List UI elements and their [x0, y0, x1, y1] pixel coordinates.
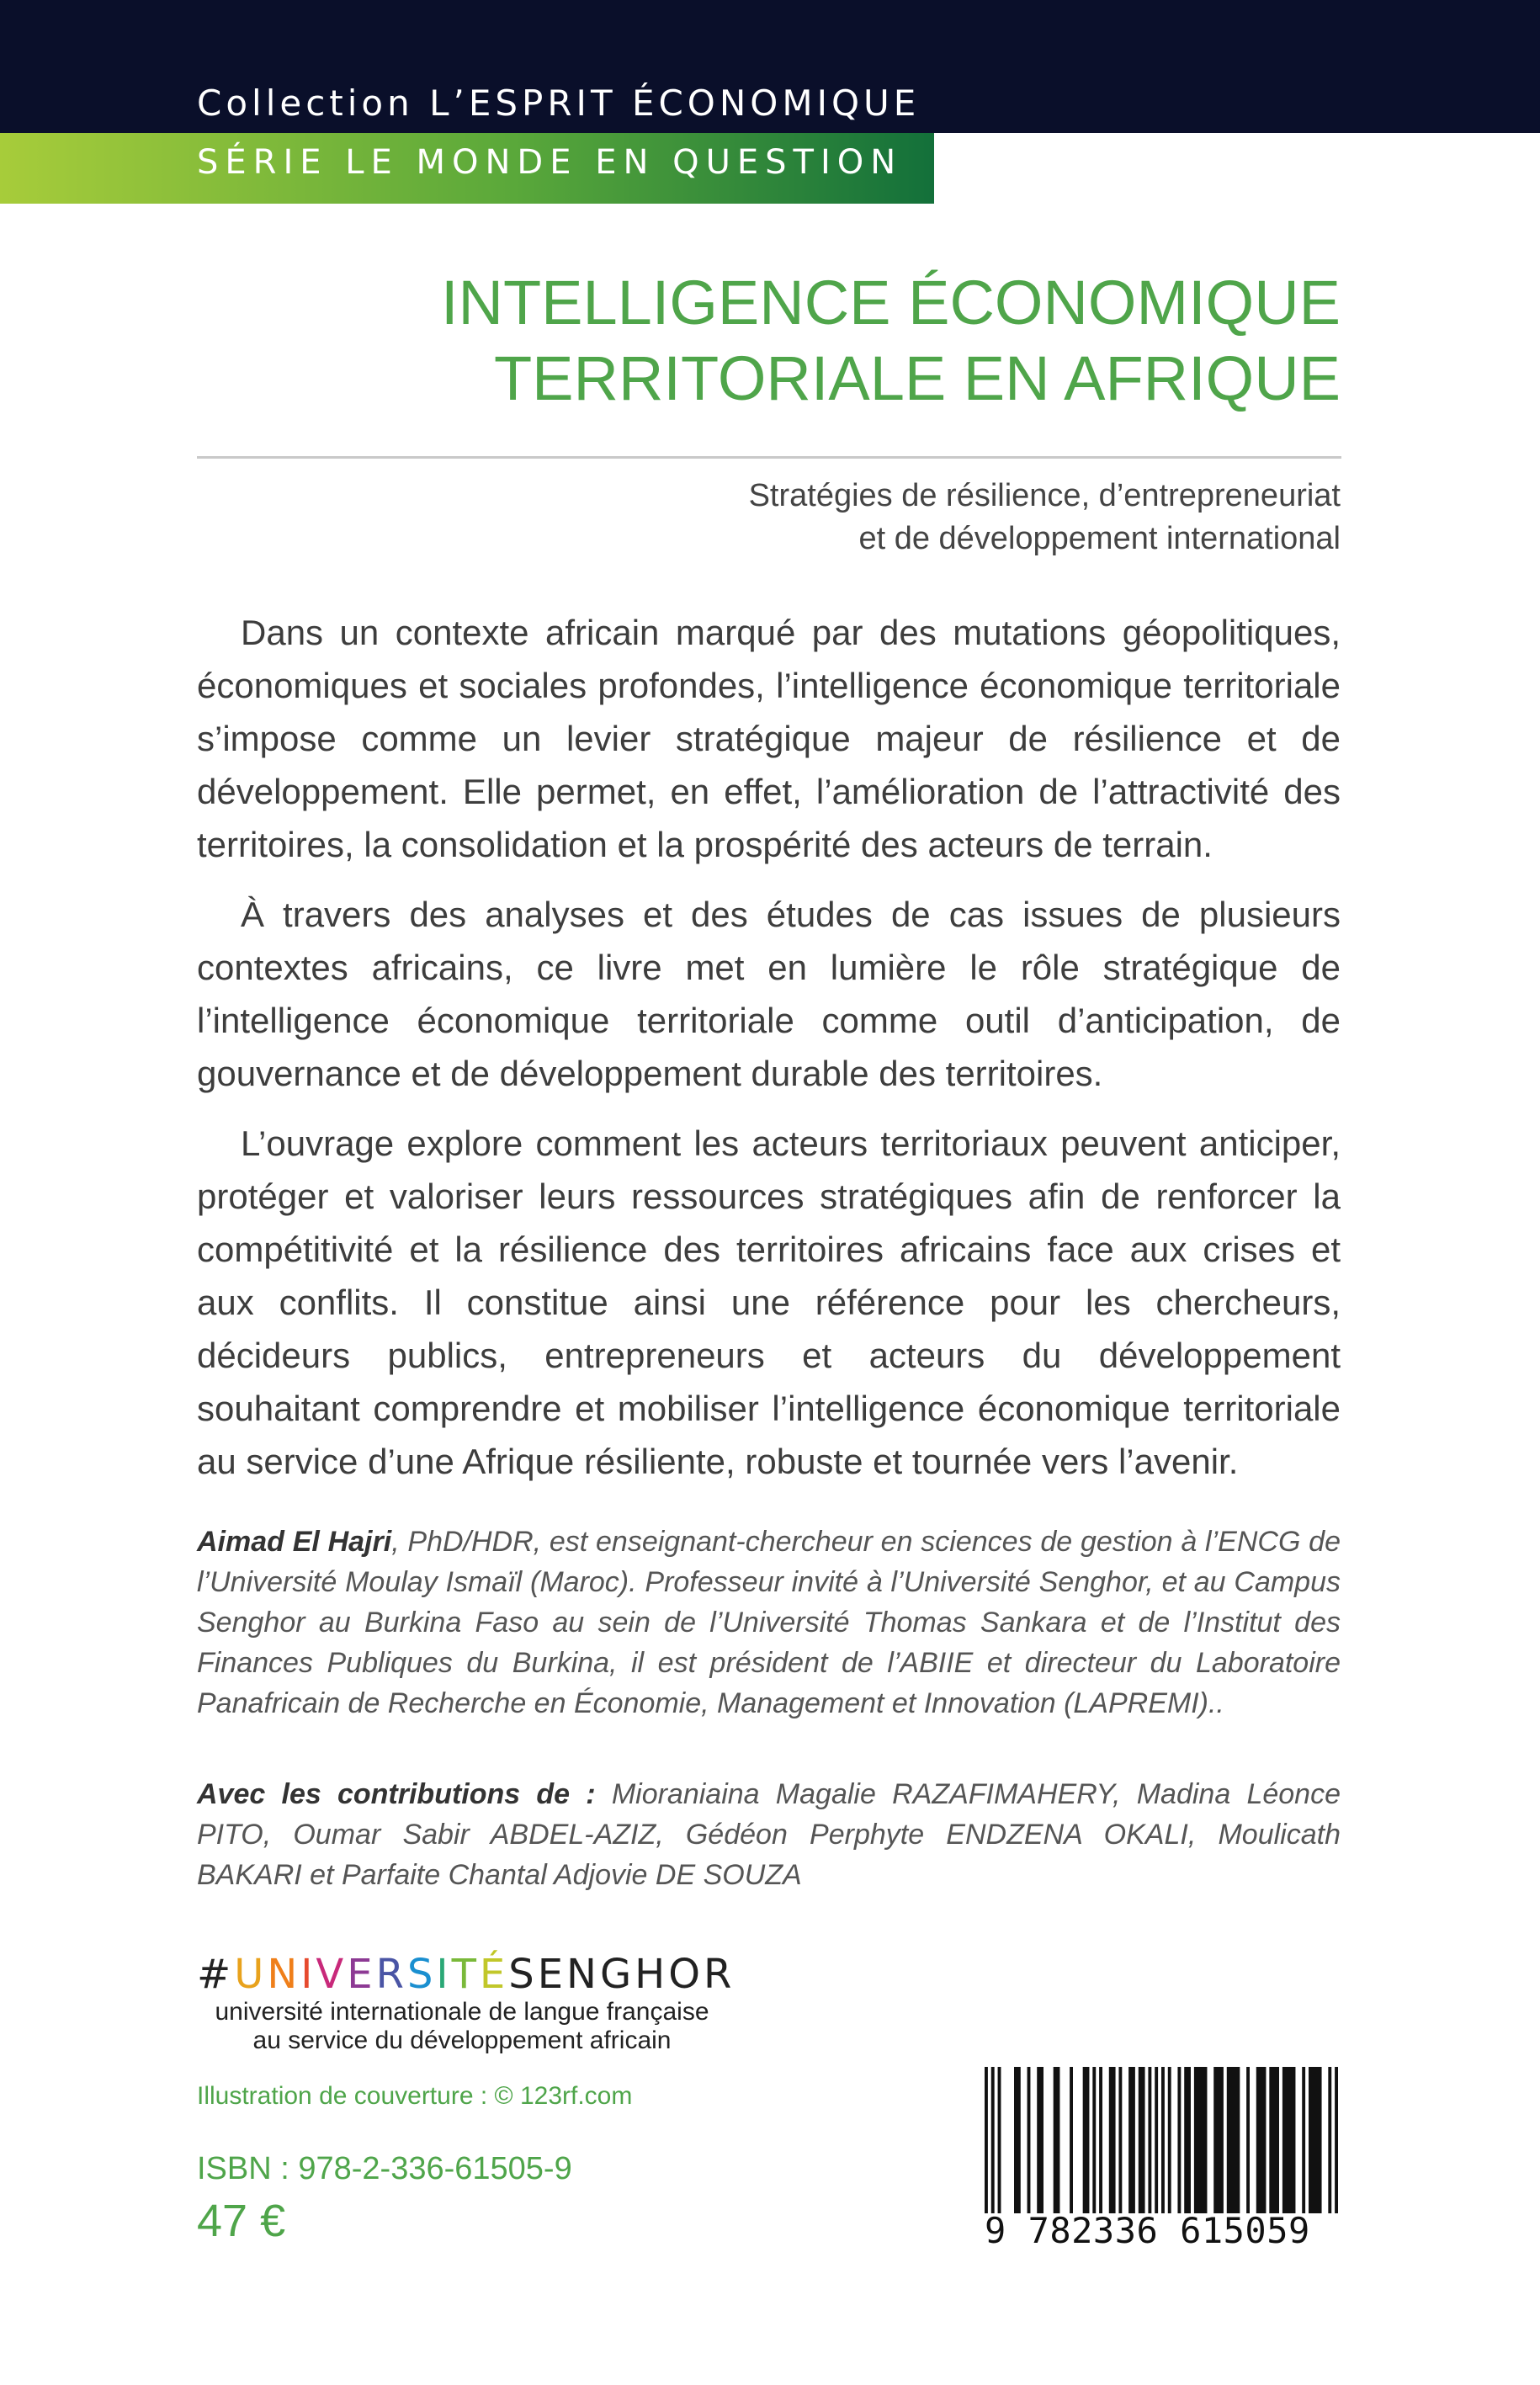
author-bio-text: , PhD/HDR, est enseignant-chercheur en sciences de gestion à l’ENCG de l’Université Moulay Ismaïl (Maroc). Professeur invité à l’Université Senghor, et au Campus Senghor au Burkina Faso au sein de l’Université Thomas Sankara et de l’Institut des Finances Publiques du Burkina, il est président de l’ABIIE et directeur du Laboratoire Panafricain de Recherche en Économie, Management et Innovation (LAPREMI).. [197, 1526, 1341, 1719]
collection-name: Collection L’ESPRIT ÉCONOMIQUE [197, 82, 921, 124]
logo-colored-letters [234, 1951, 508, 1998]
barcode-bar [1028, 2067, 1031, 2213]
barcode-bar [1269, 2067, 1279, 2213]
contributors-names: Mioraniaina Magalie RAZAFIMAHERY, Madina Léonce PITO, Oumar Sabir ABDEL-AZIZ, Gédéon Perphyte ENDZENA OKALI, Moulicath BAKARI et Parfaite Chantal Adjovie DE SOUZA [197, 1778, 1341, 1891]
barcode-bar [1309, 2067, 1322, 2213]
barcode-bar [1083, 2067, 1090, 2213]
logo-letter: I [300, 1951, 316, 1998]
barcode-bar [985, 2067, 988, 2213]
book-subtitle [247, 475, 1341, 560]
barcode-bar [991, 2067, 995, 2213]
barcode-bar [1099, 2067, 1102, 2213]
logo-tagline-2: au service du développement africain [252, 2026, 672, 2054]
barcode-bar [1070, 2067, 1073, 2213]
barcode-bar [1118, 2067, 1122, 2213]
logo-letter: R [375, 1951, 407, 1998]
logo-senghor: SENGHOR [508, 1951, 735, 1998]
logo-tagline-1: université internationale de langue française [215, 1998, 709, 2026]
barcode-bar [1328, 2067, 1331, 2213]
barcode-bar [1177, 2067, 1181, 2213]
barcode [985, 2067, 1338, 2252]
blurb-paragraph-1: Dans un contexte africain marqué par des mutations géopolitiques, économiques et sociales profondes, l’intelligence économique territoriale s’impose comme un levier stratégique majeur de résilience et de développement. Elle permet, en effet, l’amélioration de l’attractivité des territoires, la consolidation et la prospérité des acteurs de terrain. [197, 613, 1341, 864]
logo-hash: # [197, 1951, 235, 1998]
barcode-bar [1302, 2067, 1305, 2213]
logo-letter: E [347, 1951, 376, 1998]
barcode-bar [1014, 2067, 1021, 2213]
illustration-credit: Illustration de couverture : © 123rf.com [197, 2082, 633, 2110]
barcode-bar [1037, 2067, 1043, 2213]
logo-tagline [197, 1998, 727, 2055]
logo-letter: I [436, 1951, 452, 1998]
barcode-bar [1213, 2067, 1224, 2213]
author-name: Aimad El Hajri [197, 1526, 392, 1558]
subtitle-line-1: Stratégies de résilience, d’entrepreneuriat [748, 478, 1341, 513]
universite-senghor-logo [197, 1951, 735, 2055]
contributors [197, 1774, 1341, 1895]
barcode-bar [1054, 2067, 1060, 2213]
barcode-bar [1092, 2067, 1096, 2213]
barcode-bar [1227, 2067, 1240, 2213]
barcode-bar [1246, 2067, 1250, 2213]
logo-letter: S [406, 1951, 437, 1998]
price: 47 € [197, 2196, 286, 2246]
title-line-2: TERRITORIALE EN AFRIQUE [493, 343, 1341, 413]
book-title [162, 265, 1341, 417]
barcode-bar [998, 2067, 1001, 2213]
barcode-bar [1184, 2067, 1191, 2213]
barcode-bar [1335, 2067, 1338, 2213]
barcode-bar [1194, 2067, 1208, 2213]
barcode-bar [1282, 2067, 1296, 2213]
logo-letter: N [267, 1951, 301, 1998]
barcode-bar [1139, 2067, 1145, 2213]
contributors-label: Avec les contributions de : [197, 1778, 596, 1810]
logo-letter: É [479, 1951, 509, 1998]
logo-letter: V [316, 1951, 348, 1998]
title-divider [197, 456, 1341, 459]
barcode-bar [1109, 2067, 1116, 2213]
series-name: SÉRIE LE MONDE EN QUESTION [197, 143, 903, 182]
logo-letter: U [234, 1951, 268, 1998]
barcode-bars [985, 2067, 1338, 2213]
barcode-bar [1155, 2067, 1158, 2213]
barcode-bar [1168, 2067, 1171, 2213]
logo-wordmark [197, 1951, 735, 1998]
barcode-digits: 9 782336 615059 [985, 2210, 1310, 2251]
barcode-bar [1256, 2067, 1267, 2213]
barcode-bar [1128, 2067, 1135, 2213]
subtitle-line-2: et de développement international [858, 521, 1341, 556]
barcode-bar [1161, 2067, 1165, 2213]
blurb-paragraph-3: L’ouvrage explore comment les acteurs territoriaux peuvent anticiper, protéger et valoriser leurs ressources stratégiques afin de renforcer la compétitivité et la résilience des territoires africains face aux crises et aux conflits. Il constitue ainsi une référence pour les chercheurs, décideurs publics, entrepreneurs et acteurs du développement souhaitant comprendre et mobiliser l’intelligence économique territoriale au service d’une Afrique résiliente, robuste et tournée vers l’avenir. [197, 1123, 1341, 1481]
blurb [197, 606, 1341, 1505]
logo-letter: T [451, 1951, 480, 1998]
author-bio [197, 1522, 1341, 1724]
isbn: ISBN : 978-2-336-61505-9 [197, 2151, 572, 2186]
barcode-bar [1148, 2067, 1151, 2213]
title-line-1: INTELLIGENCE ÉCONOMIQUE [440, 268, 1341, 337]
blurb-paragraph-2: À travers des analyses et des études de cas issues de plusieurs contextes africains, ce livre met en lumière le rôle stratégique de l’intelligence économique territoriale comme outil d’anticipation, de gouvernance et de développement durable des territoires. [197, 895, 1341, 1093]
